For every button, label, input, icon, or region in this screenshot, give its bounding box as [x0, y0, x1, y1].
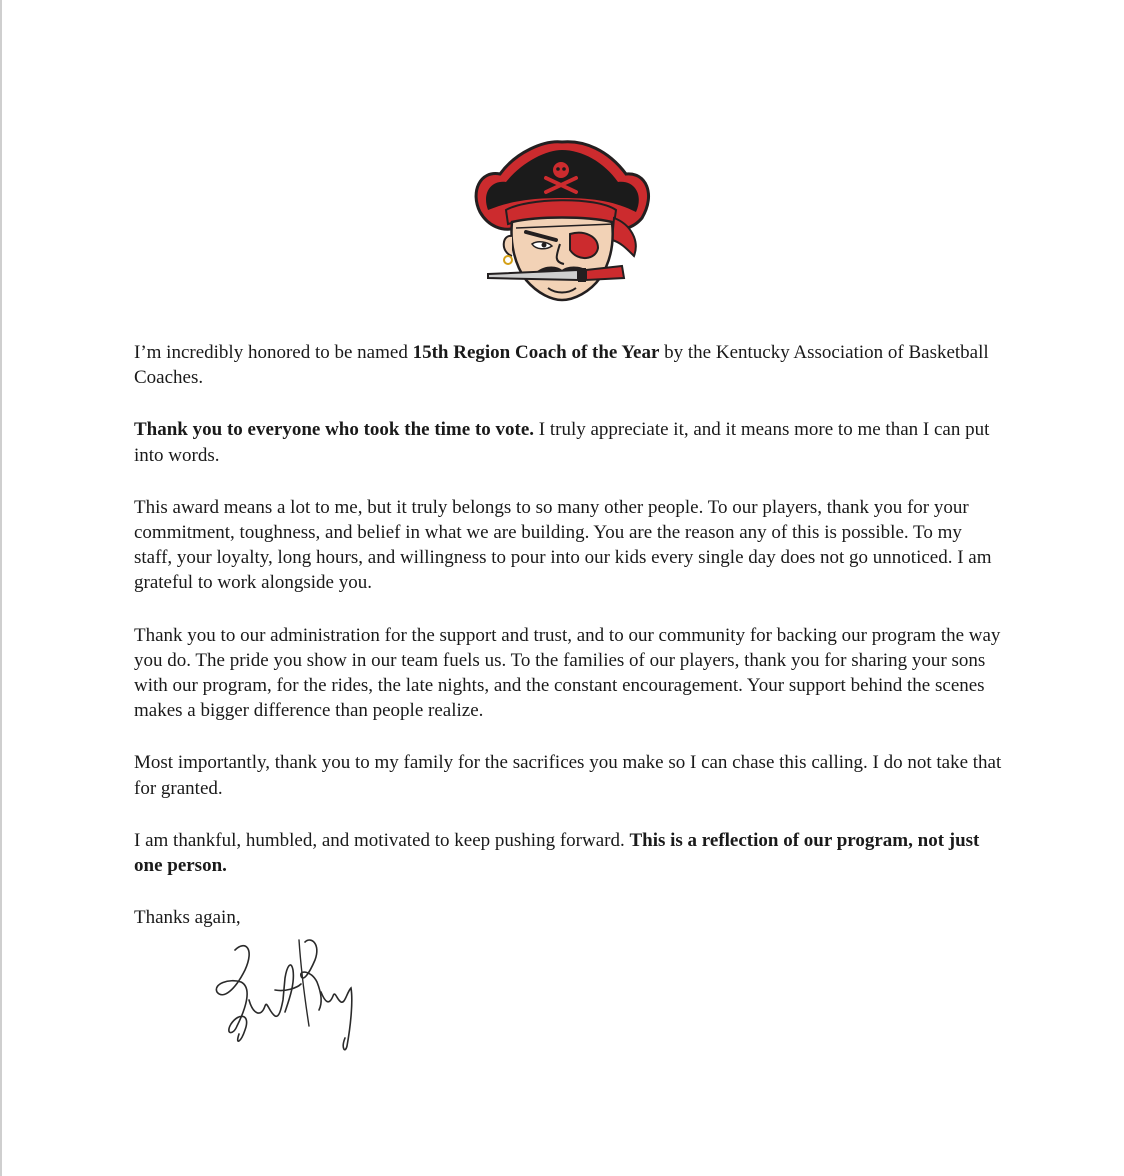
- thanks-voters: Thank you to everyone who took the time to vote.: [134, 419, 535, 441]
- paragraph-1: I’m incredibly honored to be named 15th Region Coach of the Year by the Kentucky Association of Basketball Coaches.: [134, 342, 989, 389]
- award-title: 15th Region Coach of the Year: [412, 342, 660, 363]
- paragraph-3: This award means a lot to me, but it truly belongs to so many other people. To our players, thank you for your commitment, toughness, and belief in what we are building. You are the reason any of this is possible. To my staff, your loyalty, long hours, and willingness to pour into our kids every single day does not go unnoticed. I am grateful to work alongside you.: [134, 496, 992, 594]
- handwritten-signature: [205, 930, 375, 1060]
- paragraph-4: Thank you to our administration for the support and trust, and to our community for backing our program the way you do. The pride you show in our team fuels us. To the families of our players, thank you for sharing your sons with our program, for the rides, the late nights, and the constant encouragement. Your support behind the scenes makes a bigger difference than people realize.: [134, 624, 1001, 722]
- closing: Thanks again,: [134, 907, 241, 929]
- pirate-mascot-logo: [466, 132, 656, 308]
- program-reflection: This is a reflection of our program, not just one person.: [134, 829, 980, 877]
- paragraph-2: Thank you to everyone who took the time to vote. I truly appreciate it, and it means more to me than I can put into words.: [134, 419, 990, 466]
- paragraph-6: I am thankful, humbled, and motivated to keep pushing forward. This is a reflection of our program, not just one person.: [134, 829, 980, 877]
- ear: [504, 236, 512, 256]
- paragraph-5: Most importantly, thank you to my family for the sacrifices you make so I can chase this calling. I do not take that for granted.: [134, 752, 1002, 799]
- face: [512, 218, 613, 301]
- letter-body: [134, 340, 1004, 957]
- page-edge: [0, 0, 2, 1176]
- earring-icon: [504, 256, 512, 264]
